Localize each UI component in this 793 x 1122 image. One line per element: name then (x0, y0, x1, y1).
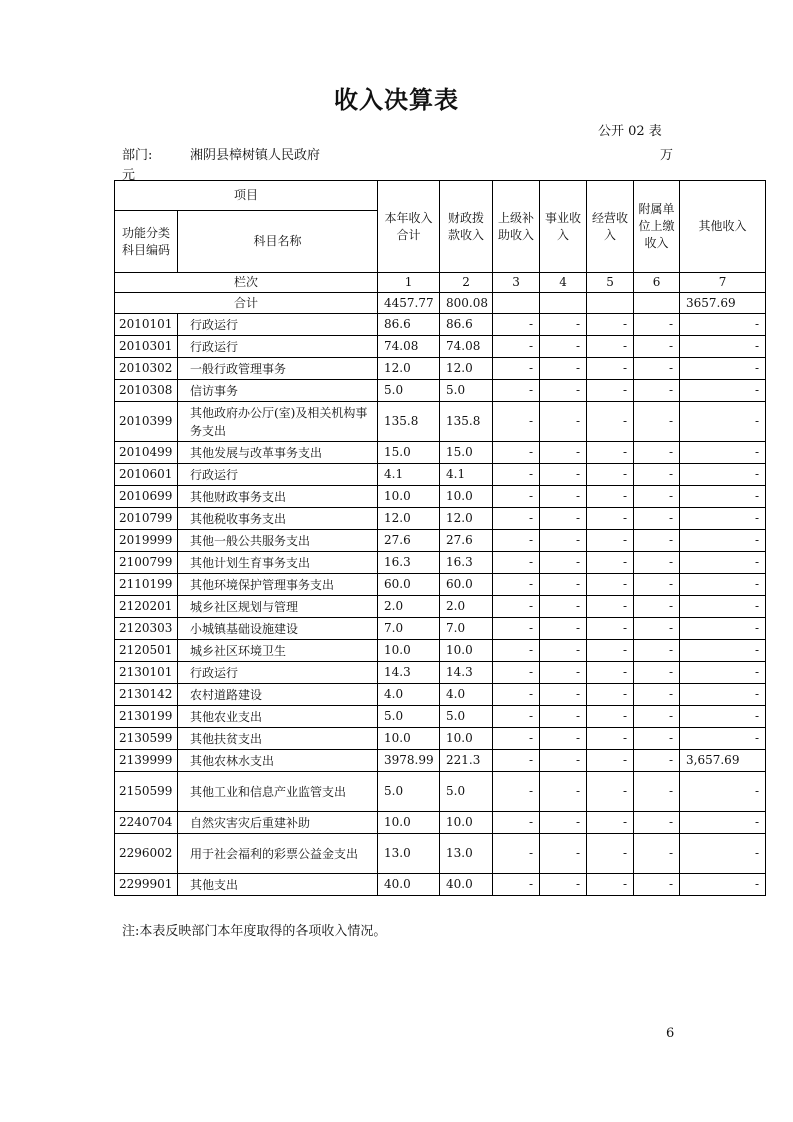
row-business: - (540, 834, 587, 874)
total-other-value: 3657.69 (680, 293, 766, 314)
row-name: 其他支出 (178, 874, 378, 896)
table-row (115, 662, 766, 684)
row-business: - (540, 380, 587, 402)
row-other: - (680, 574, 766, 596)
row-superior: - (493, 358, 540, 380)
row-affiliate: - (634, 834, 680, 874)
row-affiliate: - (634, 442, 680, 464)
row-code: 2296002 (115, 834, 178, 874)
table-row (115, 314, 766, 336)
row-operation: - (587, 464, 634, 486)
row-name: 其他发展与改革事务支出 (178, 442, 378, 464)
footnote: 注:本表反映部门本年度取得的各项收入情况。 (122, 924, 387, 939)
row-superior: - (493, 530, 540, 552)
header-affiliate: 附属单位上缴收入 (634, 181, 680, 273)
table-row (115, 380, 766, 402)
row-operation: - (587, 314, 634, 336)
row-code: 2010799 (115, 508, 178, 530)
income-table (114, 180, 766, 896)
row-name: 其他政府办公厅(室)及相关机构事务支出 (178, 402, 378, 442)
table-row (115, 706, 766, 728)
table-row (115, 552, 766, 574)
row-total-income: 86.6 (378, 314, 440, 336)
unit-label-part2: 元 (122, 168, 136, 183)
table-row (115, 750, 766, 772)
row-code: 2240704 (115, 812, 178, 834)
row-other: - (680, 728, 766, 750)
col-num: 1 (378, 273, 440, 293)
row-name: 用于社会福利的彩票公益金支出 (178, 834, 378, 874)
row-superior: - (493, 486, 540, 508)
row-other: - (680, 530, 766, 552)
row-business: - (540, 750, 587, 772)
row-name: 其他一般公共服务支出 (178, 530, 378, 552)
row-operation: - (587, 834, 634, 874)
row-other: - (680, 402, 766, 442)
row-superior: - (493, 834, 540, 874)
row-operation: - (587, 874, 634, 896)
row-business: - (540, 402, 587, 442)
row-name: 其他农林水支出 (178, 750, 378, 772)
table-row (115, 874, 766, 896)
table-row (115, 728, 766, 750)
row-operation: - (587, 402, 634, 442)
row-name: 其他农业支出 (178, 706, 378, 728)
row-other: - (680, 874, 766, 896)
row-other: - (680, 314, 766, 336)
row-other: - (680, 684, 766, 706)
col-num: 5 (587, 273, 634, 293)
row-fiscal: 135.8 (440, 402, 493, 442)
row-affiliate: - (634, 874, 680, 896)
row-code: 2120303 (115, 618, 178, 640)
header-business: 事业收入 (540, 181, 587, 273)
row-fiscal: 74.08 (440, 336, 493, 358)
row-operation: - (587, 684, 634, 706)
row-affiliate: - (634, 314, 680, 336)
row-affiliate: - (634, 530, 680, 552)
row-other: - (680, 464, 766, 486)
table-row (115, 486, 766, 508)
row-affiliate: - (634, 464, 680, 486)
row-business: - (540, 486, 587, 508)
row-other: - (680, 552, 766, 574)
row-superior: - (493, 728, 540, 750)
row-superior: - (493, 772, 540, 812)
row-code: 2130101 (115, 662, 178, 684)
page-title: 收入决算表 (334, 86, 459, 114)
row-code: 2010101 (115, 314, 178, 336)
table-row (115, 684, 766, 706)
row-business: - (540, 706, 587, 728)
total-superior-value (493, 293, 540, 314)
header-subject-name: 科目名称 (178, 211, 378, 273)
row-code: 2019999 (115, 530, 178, 552)
row-total-income: 12.0 (378, 358, 440, 380)
row-operation: - (587, 530, 634, 552)
row-superior: - (493, 402, 540, 442)
row-fiscal: 4.0 (440, 684, 493, 706)
row-superior: - (493, 750, 540, 772)
row-name: 行政运行 (178, 336, 378, 358)
row-code: 2130142 (115, 684, 178, 706)
row-name: 行政运行 (178, 662, 378, 684)
row-superior: - (493, 314, 540, 336)
row-business: - (540, 596, 587, 618)
row-code: 2010601 (115, 464, 178, 486)
total-fiscal-value: 800.08 (440, 293, 493, 314)
row-total-income: 60.0 (378, 574, 440, 596)
row-code: 2010399 (115, 402, 178, 442)
row-total-income: 16.3 (378, 552, 440, 574)
table-row (115, 336, 766, 358)
row-total-income: 12.0 (378, 508, 440, 530)
total-income-value: 4457.77 (378, 293, 440, 314)
row-affiliate: - (634, 640, 680, 662)
row-business: - (540, 684, 587, 706)
row-superior: - (493, 874, 540, 896)
row-business: - (540, 442, 587, 464)
col-num: 3 (493, 273, 540, 293)
row-affiliate: - (634, 574, 680, 596)
row-superior: - (493, 618, 540, 640)
row-other: - (680, 358, 766, 380)
row-business: - (540, 336, 587, 358)
header-superior: 上级补助收入 (493, 181, 540, 273)
row-operation: - (587, 772, 634, 812)
row-fiscal: 221.3 (440, 750, 493, 772)
col-num: 4 (540, 273, 587, 293)
row-code: 2100799 (115, 552, 178, 574)
row-operation: - (587, 618, 634, 640)
row-code: 2130599 (115, 728, 178, 750)
row-other: - (680, 662, 766, 684)
row-name: 行政运行 (178, 464, 378, 486)
row-code: 2120501 (115, 640, 178, 662)
row-code: 2010301 (115, 336, 178, 358)
row-code: 2120201 (115, 596, 178, 618)
row-business: - (540, 530, 587, 552)
row-operation: - (587, 336, 634, 358)
row-total-income: 27.6 (378, 530, 440, 552)
row-code: 2110199 (115, 574, 178, 596)
row-code: 2150599 (115, 772, 178, 812)
row-other: - (680, 596, 766, 618)
header-fiscal: 财政拨款收入 (440, 181, 493, 273)
table-row (115, 618, 766, 640)
row-fiscal: 86.6 (440, 314, 493, 336)
row-affiliate: - (634, 750, 680, 772)
row-affiliate: - (634, 812, 680, 834)
row-name: 其他扶贫支出 (178, 728, 378, 750)
row-total-income: 5.0 (378, 380, 440, 402)
row-affiliate: - (634, 618, 680, 640)
row-fiscal: 12.0 (440, 508, 493, 530)
row-operation: - (587, 706, 634, 728)
header-project: 项目 (115, 181, 378, 211)
row-superior: - (493, 684, 540, 706)
page-number: 6 (666, 1026, 675, 1041)
row-business: - (540, 874, 587, 896)
row-superior: - (493, 640, 540, 662)
row-affiliate: - (634, 402, 680, 442)
row-other: - (680, 508, 766, 530)
row-code: 2130199 (115, 706, 178, 728)
row-code: 2010499 (115, 442, 178, 464)
row-name: 其他计划生育事务支出 (178, 552, 378, 574)
col-num: 2 (440, 273, 493, 293)
row-affiliate: - (634, 728, 680, 750)
row-superior: - (493, 380, 540, 402)
row-business: - (540, 508, 587, 530)
row-fiscal: 60.0 (440, 574, 493, 596)
header-col-label: 栏次 (115, 273, 378, 293)
row-other: - (680, 618, 766, 640)
row-fiscal: 10.0 (440, 486, 493, 508)
table-row (115, 508, 766, 530)
row-operation: - (587, 486, 634, 508)
row-total-income: 40.0 (378, 874, 440, 896)
row-total-income: 10.0 (378, 728, 440, 750)
col-num: 6 (634, 273, 680, 293)
table-row (115, 530, 766, 552)
row-business: - (540, 574, 587, 596)
row-other: - (680, 486, 766, 508)
row-operation: - (587, 552, 634, 574)
row-other: - (680, 380, 766, 402)
row-fiscal: 10.0 (440, 812, 493, 834)
row-name: 其他财政事务支出 (178, 486, 378, 508)
row-superior: - (493, 442, 540, 464)
row-name: 其他工业和信息产业监管支出 (178, 772, 378, 812)
table-row (115, 834, 766, 874)
header-other: 其他收入 (680, 181, 766, 273)
row-total-income: 4.1 (378, 464, 440, 486)
row-other: 3,657.69 (680, 750, 766, 772)
table-row (115, 812, 766, 834)
row-fiscal: 15.0 (440, 442, 493, 464)
header-operation: 经营收入 (587, 181, 634, 273)
row-operation: - (587, 574, 634, 596)
row-affiliate: - (634, 508, 680, 530)
total-row (115, 293, 766, 314)
row-affiliate: - (634, 596, 680, 618)
row-business: - (540, 662, 587, 684)
row-affiliate: - (634, 772, 680, 812)
row-name: 城乡社区规划与管理 (178, 596, 378, 618)
row-total-income: 10.0 (378, 812, 440, 834)
total-operation-value (587, 293, 634, 314)
row-total-income: 15.0 (378, 442, 440, 464)
row-fiscal: 7.0 (440, 618, 493, 640)
row-name: 其他环境保护管理事务支出 (178, 574, 378, 596)
row-operation: - (587, 812, 634, 834)
row-operation: - (587, 750, 634, 772)
row-operation: - (587, 662, 634, 684)
row-fiscal: 14.3 (440, 662, 493, 684)
row-business: - (540, 552, 587, 574)
row-superior: - (493, 596, 540, 618)
row-other: - (680, 640, 766, 662)
row-code: 2010699 (115, 486, 178, 508)
row-superior: - (493, 336, 540, 358)
row-total-income: 2.0 (378, 596, 440, 618)
row-total-income: 13.0 (378, 834, 440, 874)
row-affiliate: - (634, 684, 680, 706)
row-name: 农村道路建设 (178, 684, 378, 706)
total-label: 合计 (115, 293, 378, 314)
row-operation: - (587, 728, 634, 750)
row-affiliate: - (634, 552, 680, 574)
table-row (115, 574, 766, 596)
row-superior: - (493, 662, 540, 684)
row-other: - (680, 442, 766, 464)
row-name: 行政运行 (178, 314, 378, 336)
col-num: 7 (680, 273, 766, 293)
row-code: 2139999 (115, 750, 178, 772)
table-row (115, 772, 766, 812)
row-fiscal: 13.0 (440, 834, 493, 874)
row-fiscal: 10.0 (440, 728, 493, 750)
row-affiliate: - (634, 706, 680, 728)
row-operation: - (587, 640, 634, 662)
row-fiscal: 5.0 (440, 772, 493, 812)
row-total-income: 5.0 (378, 772, 440, 812)
row-affiliate: - (634, 486, 680, 508)
row-superior: - (493, 464, 540, 486)
unit-label-part1: 万 (660, 148, 674, 163)
row-total-income: 10.0 (378, 640, 440, 662)
row-operation: - (587, 596, 634, 618)
row-total-income: 135.8 (378, 402, 440, 442)
row-business: - (540, 812, 587, 834)
row-name: 其他税收事务支出 (178, 508, 378, 530)
department-name: 湘阴县樟树镇人民政府 (190, 148, 321, 163)
row-name: 自然灾害灾后重建补助 (178, 812, 378, 834)
row-superior: - (493, 552, 540, 574)
header-total-income: 本年收入合计 (378, 181, 440, 273)
row-total-income: 14.3 (378, 662, 440, 684)
row-other: - (680, 834, 766, 874)
row-fiscal: 10.0 (440, 640, 493, 662)
row-operation: - (587, 358, 634, 380)
row-fiscal: 27.6 (440, 530, 493, 552)
row-superior: - (493, 706, 540, 728)
row-business: - (540, 314, 587, 336)
row-name: 城乡社区环境卫生 (178, 640, 378, 662)
row-fiscal: 5.0 (440, 706, 493, 728)
table-row (115, 640, 766, 662)
row-business: - (540, 772, 587, 812)
row-code: 2299901 (115, 874, 178, 896)
row-operation: - (587, 380, 634, 402)
row-superior: - (493, 508, 540, 530)
table-row (115, 596, 766, 618)
row-operation: - (587, 442, 634, 464)
row-affiliate: - (634, 662, 680, 684)
row-total-income: 74.08 (378, 336, 440, 358)
row-other: - (680, 772, 766, 812)
row-total-income: 3978.99 (378, 750, 440, 772)
row-name: 信访事务 (178, 380, 378, 402)
row-affiliate: - (634, 336, 680, 358)
row-business: - (540, 464, 587, 486)
row-name: 一般行政管理事务 (178, 358, 378, 380)
row-total-income: 10.0 (378, 486, 440, 508)
row-superior: - (493, 812, 540, 834)
row-superior: - (493, 574, 540, 596)
row-fiscal: 16.3 (440, 552, 493, 574)
row-fiscal: 40.0 (440, 874, 493, 896)
table-row (115, 442, 766, 464)
row-total-income: 7.0 (378, 618, 440, 640)
row-name: 小城镇基础设施建设 (178, 618, 378, 640)
row-other: - (680, 706, 766, 728)
row-code: 2010308 (115, 380, 178, 402)
table-row (115, 464, 766, 486)
row-fiscal: 12.0 (440, 358, 493, 380)
row-total-income: 5.0 (378, 706, 440, 728)
row-other: - (680, 336, 766, 358)
row-other: - (680, 812, 766, 834)
row-fiscal: 2.0 (440, 596, 493, 618)
row-business: - (540, 358, 587, 380)
table-row (115, 402, 766, 442)
table-row (115, 358, 766, 380)
row-fiscal: 4.1 (440, 464, 493, 486)
row-affiliate: - (634, 380, 680, 402)
row-business: - (540, 640, 587, 662)
row-operation: - (587, 508, 634, 530)
row-code: 2010302 (115, 358, 178, 380)
row-affiliate: - (634, 358, 680, 380)
form-number: 公开 02 表 (598, 124, 662, 139)
row-business: - (540, 618, 587, 640)
row-total-income: 4.0 (378, 684, 440, 706)
department-label: 部门: (122, 148, 153, 163)
total-business-value (540, 293, 587, 314)
total-affiliate-value (634, 293, 680, 314)
row-fiscal: 5.0 (440, 380, 493, 402)
row-business: - (540, 728, 587, 750)
header-func-code: 功能分类科目编码 (115, 211, 178, 273)
